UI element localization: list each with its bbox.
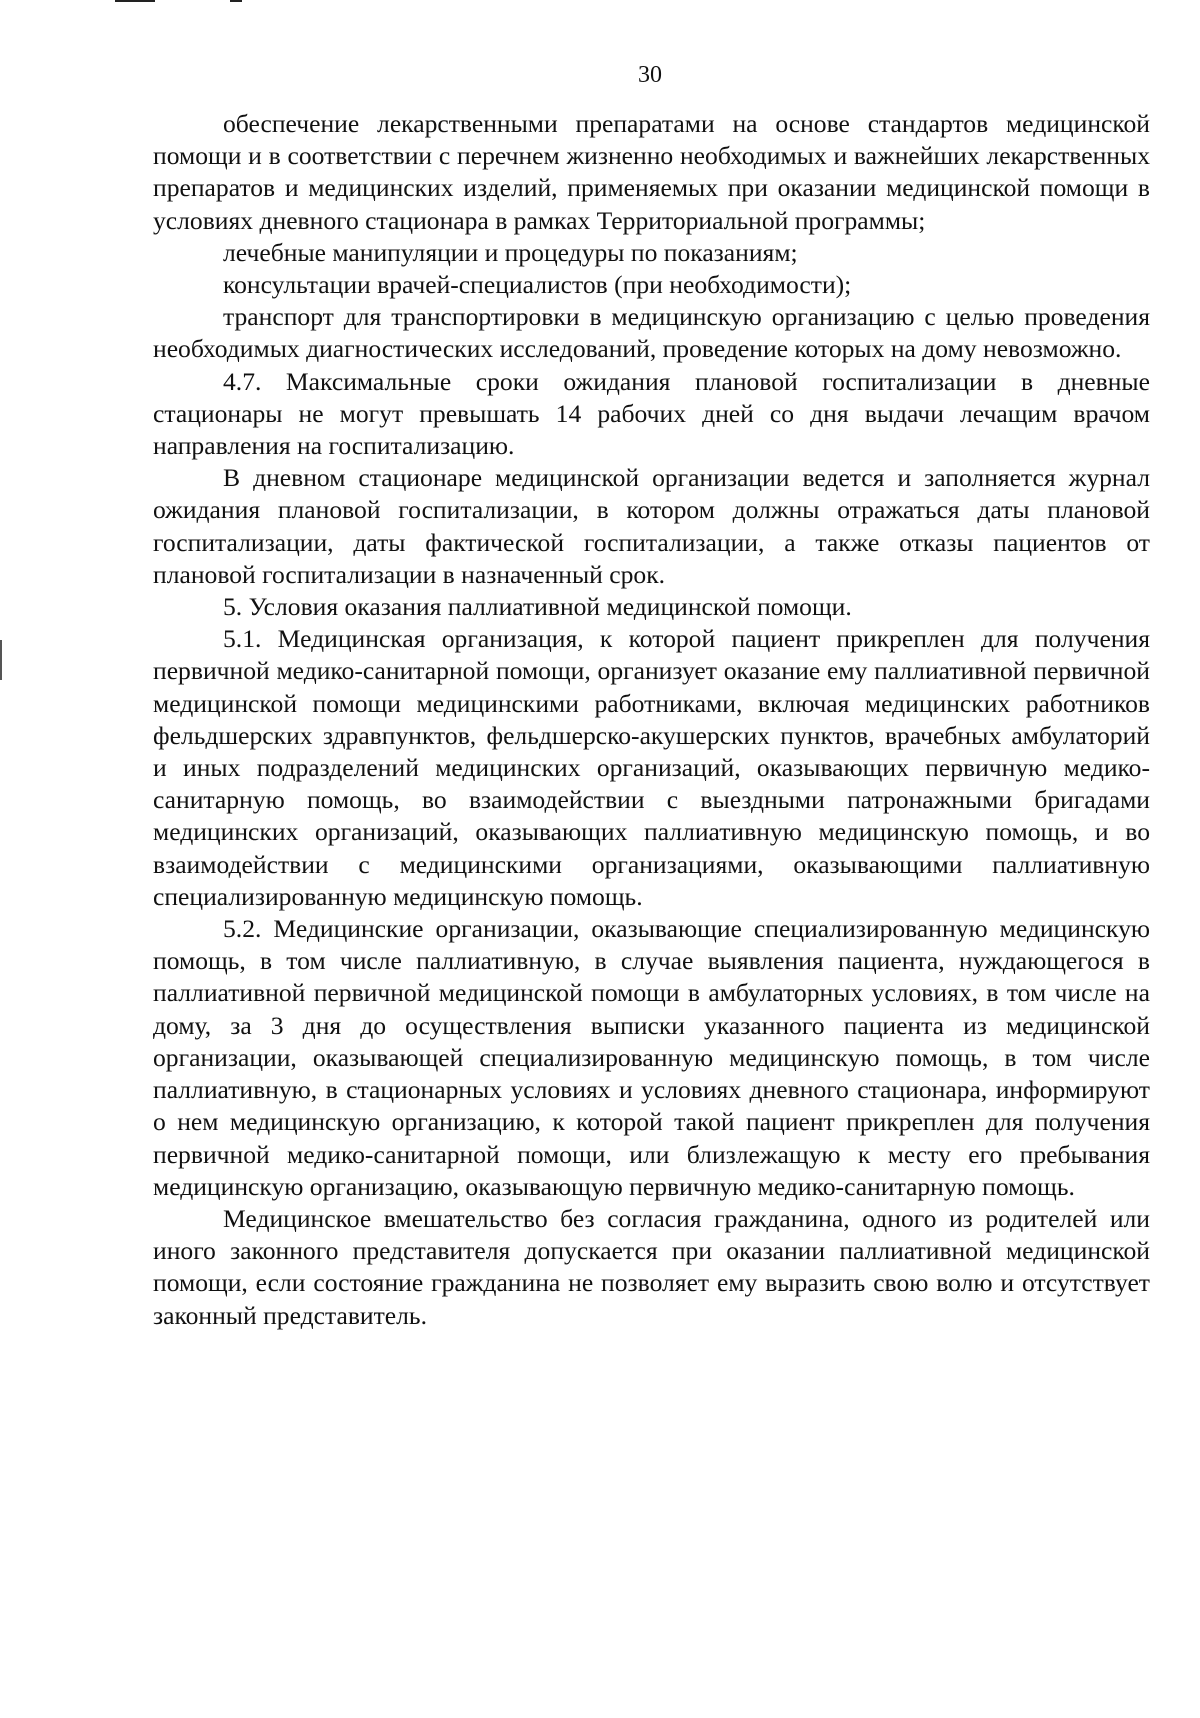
- paragraph-5-1: 5.1. Медицинская организация, к которой пациент прикреплен для получения первичной медико-санитарной помощи, организует оказание ему паллиативной первичной медицинской помощи медицинскими работниками, включая медицинских работников фельдшерских здравпунктов, фельдшерско-акушерских пунктов, врачебных амбулаторий и иных подразделений медицинских организаций, оказывающих первичную медико-санитарную помощь, во взаимодействии с выездными патронажными бригадами медицинских организаций, оказывающих паллиативную медицинскую помощь, и во взаимодействии с медицинскими организациями, оказывающими паллиативную специализированную медицинскую помощь.: [153, 624, 1150, 911]
- paragraph-5-2: 5.2. Медицинские организации, оказывающие специализированную медицинскую помощь, в том числе паллиативную, в случае выявления пациента, нуждающегося в паллиативной первичной медицинской помощи в амбулаторных условиях, в том числе на дому, за 3 дня до осуществления выписки указанного пациента из медицинской организации, оказывающей специализированную медицинскую помощь, в том числе паллиативную, в стационарных условиях и условиях дневного стационара, информируют о нем медицинскую организацию, к которой такой пациент прикреплен для получения первичной медико-санитарной помощи, или близлежащую к месту его пребывания медицинскую организацию, оказывающую первичную медико-санитарную помощь.: [153, 914, 1150, 1201]
- scan-edge-mark-top-right: [230, 0, 242, 2]
- scan-edge-mark-left: [0, 640, 2, 680]
- paragraph-transport: транспорт для транспортировки в медицинскую организацию с целью проведения необходимых диагностических исследований, проведение которых на дому невозможно.: [153, 302, 1150, 364]
- paragraph-medical-intervention: Медицинское вмешательство без согласия гражданина, одного из родителей или иного законного представителя допускается при оказании паллиативной медицинской помощи, если состояние гражданина не позволяет ему выразить свою волю и отсутствует законный представитель.: [153, 1203, 1150, 1330]
- paragraph-4-7: 4.7. Максимальные сроки ожидания плановой госпитализации в дневные стационары не могут превышать 14 рабочих дней со дня выдачи лечащим врачом направления на госпитализацию.: [153, 366, 1150, 461]
- paragraph-manipulations: лечебные манипуляции и процедуры по показаниям;: [223, 237, 798, 267]
- paragraph-drug-supply: обеспечение лекарственными препаратами на основе стандартов медицинской помощи и в соответствии с перечнем жизненно необходимых и важнейших лекарственных препаратов и медицинских изделий, применяемых при оказании медицинской помощи в условиях дневного стационара в рамках Территориальной программы;: [153, 109, 1150, 235]
- document-body: [153, 108, 1150, 1332]
- section-heading-5: 5. Условия оказания паллиативной медицинской помощи.: [223, 592, 852, 622]
- page-number: 30: [638, 62, 662, 88]
- scan-edge-mark-top: [115, 0, 155, 2]
- paragraph-waiting-journal: В дневном стационаре медицинской организации ведется и заполняется журнал ожидания плановой госпитализации, в котором должны отражаться даты плановой госпитализации, даты фактической госпитализации, а также отказы пациентов от плановой госпитализации в назначенный срок.: [153, 463, 1150, 589]
- paragraph-consultations: консультации врачей-специалистов (при необходимости);: [223, 270, 852, 300]
